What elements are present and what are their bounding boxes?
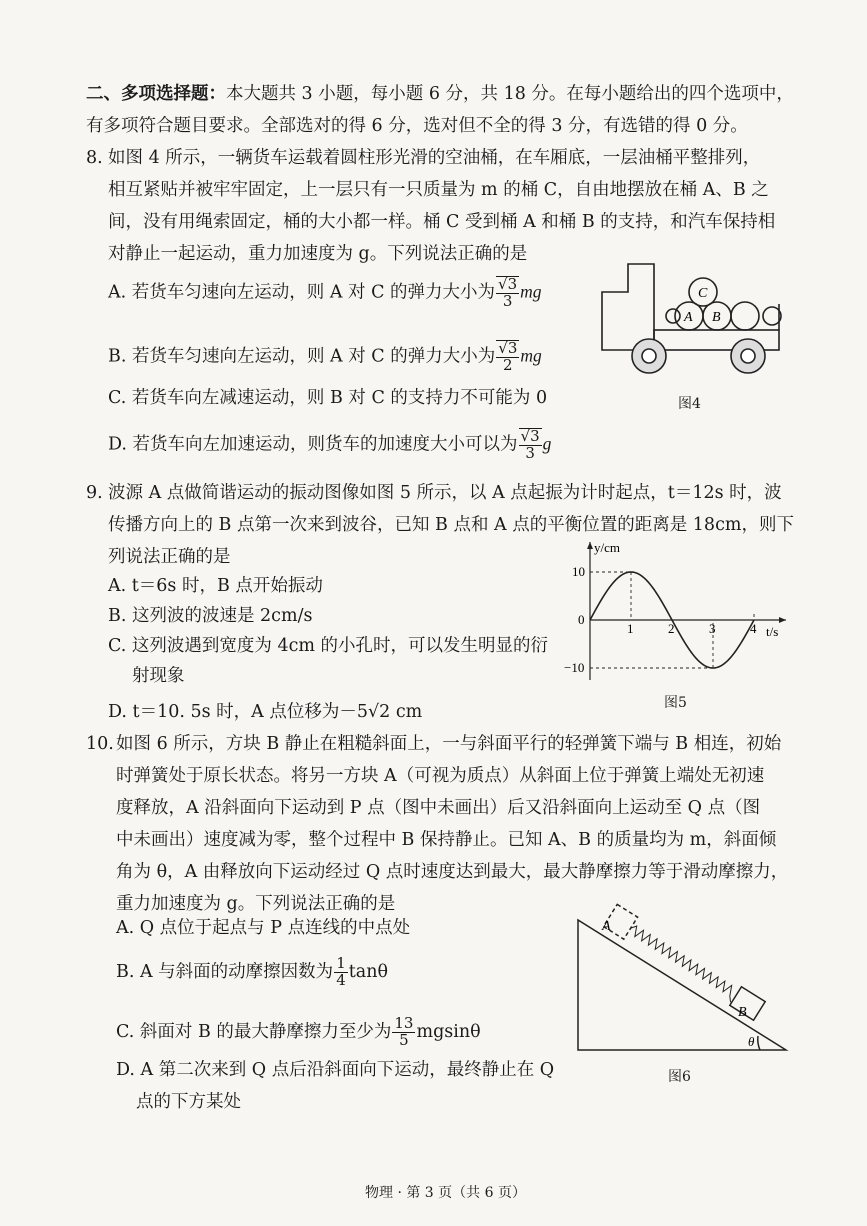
q10-option-a: A. Q 点位于起点与 P 点连线的中点处 <box>116 918 411 938</box>
q9-stem-line: 传播方向上的 B 点第一次来到波谷，已知 B 点和 A 点的平衡位置的距离是 18cm，则下 <box>108 515 794 535</box>
incline-triangle <box>578 920 786 1050</box>
q10-option-d: D. A 第二次来到 Q 点后沿斜面向下运动，最终静止在 Q <box>116 1060 555 1080</box>
block-b <box>730 987 765 1020</box>
figure5-chart <box>560 540 790 685</box>
q8-option-d: D. 若货车向左加速运动，则货车的加速度大小可以为 $\frac{√3}{3}$ g <box>108 427 552 462</box>
origin-label: 0 <box>578 612 585 627</box>
y-axis-arrow <box>587 542 593 549</box>
angle-arc <box>758 1036 760 1050</box>
y-axis-label: y/cm <box>594 540 620 555</box>
q8-option-b: B. 若货车匀速向左运动，则 A 对 C 的弹力大小为 $\frac{√3}{2}$ mg <box>108 339 542 374</box>
theta-label: θ <box>748 1034 755 1049</box>
figure6-incline <box>572 912 792 1052</box>
q10-stem-line: 角为 θ，A 由释放向下运动经过 Q 点时速度达到最大，最大静摩擦力等于滑动摩擦力， <box>116 862 789 882</box>
q10-stem-line: 时弹簧处于原长状态。将另一方块 A（可视为质点）从斜面上位于弹簧上端处无初速 <box>116 766 765 786</box>
q10-stem-line: 中未画出）速度减为零，整个过程中 B 保持静止。已知 A、B 的质量均为 m，斜面倾 <box>116 830 777 850</box>
q8-option-c: C. 若货车向左减速运动，则 B 对 C 的支持力不可能为 0 <box>108 388 548 408</box>
figure5-caption: 图5 <box>664 695 687 711</box>
figure6-caption: 图6 <box>668 1069 691 1085</box>
block-a-label: A <box>602 919 611 934</box>
y-tick-label: −10 <box>564 660 585 675</box>
q9-option-a: A. t＝6s 时，B 点开始振动 <box>108 576 323 596</box>
q10-option-b: B. A 与斜面的动摩擦因数为 $\frac{1}{4}$ tanθ <box>116 954 389 989</box>
q8-option-a: A. 若货车匀速向左运动，则 A 对 C 的弹力大小为 $\frac{√3}{3}$ mg <box>108 275 542 310</box>
x-tick-label: 1 <box>627 621 634 636</box>
q8-stem-line: 对静止一起运动，重力加速度为 g。下列说法正确的是 <box>108 244 528 264</box>
q10-number: 10. <box>86 734 114 754</box>
q8-stem-line: 如图 4 所示，一辆货车运载着圆柱形光滑的空油桶，在车厢底，一层油桶平整排列， <box>108 148 761 168</box>
q9-stem-line: 列说法正确的是 <box>108 547 231 567</box>
barrel-b-label: B <box>712 310 721 325</box>
truck-cab <box>602 264 654 350</box>
block-b-label: B <box>738 1005 747 1020</box>
barrel-c-label: C <box>698 286 708 301</box>
barrel-a-label: A <box>684 310 693 325</box>
spring <box>625 924 738 1002</box>
q8-number: 8. <box>86 148 103 168</box>
q8-stem-line: 相互紧贴并被牢牢固定，上一层只有一只质量为 m 的桶 C，自由地摆放在桶 A、B 之 <box>108 180 769 200</box>
y-tick-label: 10 <box>572 564 585 579</box>
figure4-caption: 图4 <box>678 396 701 412</box>
q9-option-d: D. t＝10. 5s 时，A 点位移为－5√2 cm <box>108 702 423 722</box>
figure4-truck <box>596 262 786 374</box>
x-tick-label: 2 <box>668 621 675 636</box>
x-axis-label: t/s <box>766 624 779 639</box>
q9-number: 9. <box>86 483 103 503</box>
x-axis-arrow <box>779 617 786 623</box>
q10-stem-line: 如图 6 所示，方块 B 静止在粗糙斜面上，一与斜面平行的轻弹簧下端与 B 相连，初始 <box>116 734 782 754</box>
q10-option-c: C. 斜面对 B 的最大静摩擦力至少为 $\frac{13}{5}$ mgsinθ <box>116 1014 481 1049</box>
q9-option-c: C. 这列波遇到宽度为 4cm 的小孔时，可以发生明显的衍 <box>108 636 549 656</box>
q9-option-c-cont: 射现象 <box>132 666 185 686</box>
q8-stem-line: 间，没有用绳索固定，桶的大小都一样。桶 C 受到桶 A 和桶 B 的支持，和汽车保持相 <box>108 212 776 232</box>
x-tick-label: 3 <box>709 621 716 636</box>
q10-option-d-cont: 点的下方某处 <box>136 1092 241 1112</box>
q9-option-b: B. 这列波的波速是 2cm/s <box>108 606 313 626</box>
section-header-line2: 有多项符合题目要求。全部选对的得 6 分，选对但不全的得 3 分，有选错的得 0 分。 <box>86 116 748 136</box>
q10-stem-line: 重力加速度为 g。下列说法正确的是 <box>116 894 396 914</box>
page-footer: 物理 · 第 3 页（共 6 页） <box>365 1185 526 1201</box>
section-header-line1: 二、多项选择题：本大题共 3 小题，每小题 6 分，共 18 分。在每小题给出的四个选项中， <box>86 84 794 104</box>
q9-stem-line: 波源 A 点做简谐运动的振动图像如图 5 所示，以 A 点起振为计时起点，t＝12s 时，波 <box>108 483 782 503</box>
x-tick-label: 4 <box>750 621 757 636</box>
q10-stem-line: 度释放，A 沿斜面向下运动到 P 点（图中未画出）后又沿斜面向上运动至 Q 点（图 <box>116 798 761 818</box>
